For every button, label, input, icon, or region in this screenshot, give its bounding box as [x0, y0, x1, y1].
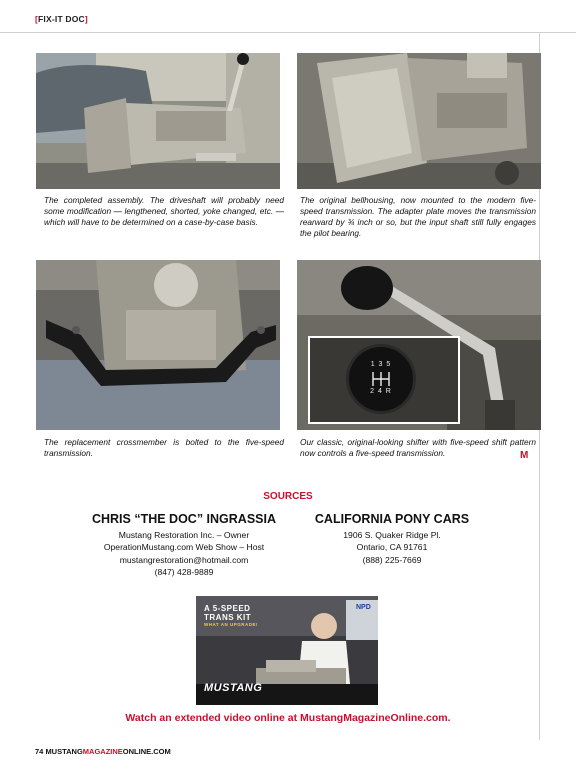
video-thumbnail[interactable]: [196, 596, 378, 705]
footer-brand-part: ONLINE.COM: [122, 747, 171, 756]
photo-crossmember: [36, 260, 280, 430]
shift-knob: [346, 344, 416, 414]
section-label: [35, 14, 88, 24]
source-doc: [80, 512, 288, 579]
source-pony-cars-phone: (888) 225-7669: [362, 554, 422, 565]
caption-shifter: Our classic, original-looking shifter with five-speed shift pattern now controls a five-speed transmission.: [300, 437, 536, 458]
bracket-left: [: [35, 14, 39, 24]
photo-bellhousing: [297, 53, 541, 189]
shift-knob-inset: [308, 336, 460, 424]
footer-brand: [45, 747, 170, 756]
shift-pattern-top: 1 3 5: [370, 361, 392, 368]
video-title-line: A 5-SPEED: [204, 604, 251, 613]
video-sign: NPD: [356, 604, 371, 611]
video-subtitle: WHAT AN UPGRADE!: [204, 622, 258, 628]
source-doc-email: mustangrestoration@hotmail.com: [119, 554, 249, 565]
bracket-right: ]: [84, 14, 88, 24]
caption-bellhousing: The original bellhousing, now mounted to the modern five-speed transmission. The adapter plate moves the transmission rearward by ¾ inch or so, but the input shaft still fully engages the pilot bearing.: [300, 195, 536, 238]
shift-pattern-bottom: 2 4 R: [370, 388, 392, 395]
source-doc-line: OperationMustang.com Web Show – Host: [103, 542, 265, 553]
source-pony-cars-address: 1906 S. Quaker Ridge Pl.: [343, 530, 441, 540]
page-number: 74: [35, 747, 44, 756]
source-doc-line: Mustang Restoration Inc. – Owner: [118, 530, 250, 540]
video-title: [204, 604, 258, 628]
video-title-line: TRANS KIT: [204, 613, 252, 623]
footer-brand-part: MUSTANG: [45, 747, 83, 756]
source-pony-cars-name: CALIFORNIA PONY CARS: [314, 512, 470, 526]
video-brand: MUSTANG: [204, 682, 263, 694]
section-name: FIX-IT DOC: [38, 14, 85, 24]
source-doc-phone: (847) 428-9889: [154, 567, 214, 578]
header-rule: [0, 32, 576, 33]
photo-crossmember-image: [36, 260, 280, 430]
source-doc-name: CHRIS “THE DOC” INGRASSIA: [91, 512, 277, 526]
photo-completed-assembly-image: [36, 53, 280, 189]
source-pony-cars-city: Ontario, CA 91761: [356, 542, 428, 553]
watch-video-link[interactable]: Watch an extended video online at MustangMagazineOnline.com.: [125, 712, 451, 724]
photo-completed-assembly: [36, 53, 280, 189]
end-mark-logo: M: [520, 450, 529, 461]
source-pony-cars: [306, 512, 478, 566]
shift-pattern-diagram: [370, 371, 392, 387]
photo-bellhousing-image: [297, 53, 541, 189]
caption-crossmember: The replacement crossmember is bolted to the five-speed transmission.: [44, 437, 284, 458]
footer-brand-part: MAGAZINE: [82, 747, 123, 756]
sources-heading: SOURCES: [263, 491, 313, 502]
caption-completed-assembly: The completed assembly. The driveshaft will probably need some modification — lengthened, shorted, yoke changed, etc. — which will have to be determined on a case-by-case basis.: [44, 195, 284, 227]
page-footer: [35, 747, 171, 756]
